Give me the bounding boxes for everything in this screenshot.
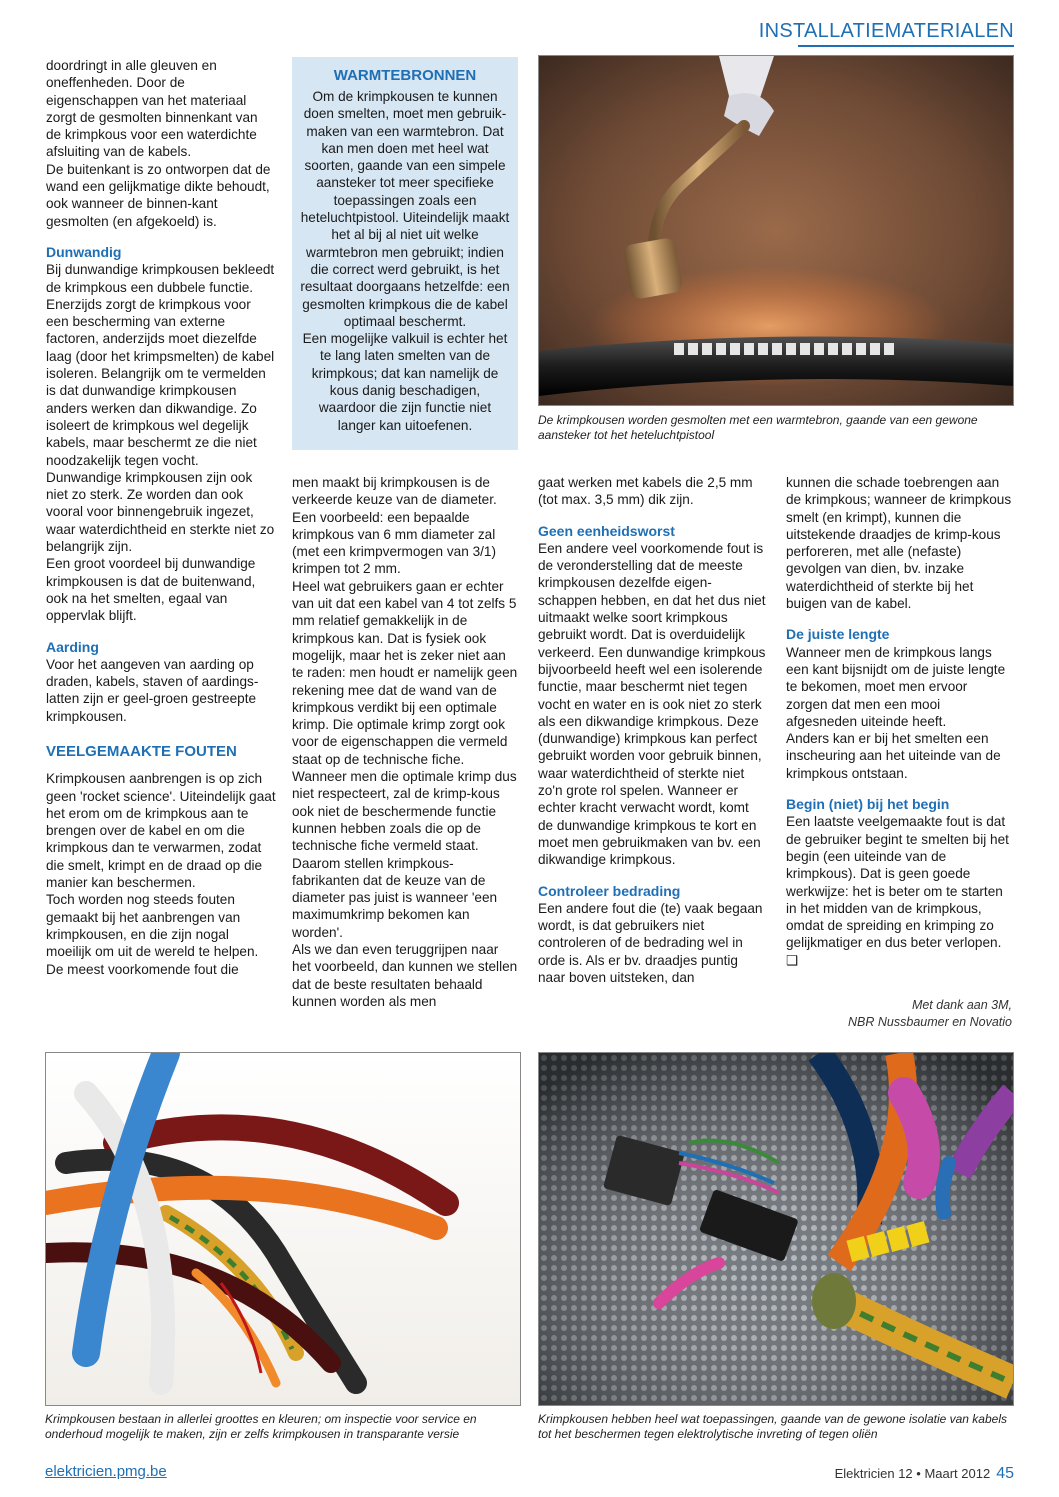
footer-issue-text: Elektricien 12 • Maart 2012 [834,1466,991,1481]
paragraph: Heel wat gebruikers gaan er echter van uit dat een kabel van 4 tot zelfs 5 mm relatief gemakkelijk in de krimpkous kan. Dat is fysiek ook mogelijk, maar het is zeker niet aan te raden: men houdt er namelijk geen rekening mee dat de wand van de krimpkous verdikt bij een optimale krimp. Die optimale krimp zorgt ook voor de eigenschappen die vermeld staat op de technische fiche. [292,578,518,767]
photo-heat-gun [538,55,1014,406]
column-3 [538,474,766,986]
paragraph: Krimpkousen aanbrengen is op zich geen 'rocket science'. Uiteindelijk gaat het erom om de krimpkous aan te brengen over de kabel en om die krimpkous dan te verwarmen, zodat die smelt, krimpt en de draad op die manier kan beschermen. [46,771,276,891]
paragraph: Wanneer men de krimpkous langs een kant bijsnijdt om de juiste lengte te bekomen, moet men ervoor zorgen dat men een mooi afgesneden uiteinde heeft. [786,644,1006,729]
paragraph: Een laatste veelgemaakte fout is dat de gebruiker begint te smelten bij het begin (een uiteinde van de krimpkous). Dat is geen goede werkwijze: het is beter om te starten in het midden van de krimpkous, omdat de spreiding en krimping zo gelijkmatiger en dus beter verlopen. ❑ [786,814,1009,968]
credit-line: Met dank aan 3M, [911,998,1012,1012]
subheading-controleer-bedrading: Controleer bedrading [538,882,681,899]
sidebar-box-warmtebronnen [292,57,518,450]
paragraph: Bij dunwandige krimpkousen bekleedt de krimpkous een dubbele functie. Enerzijds zorgt de krimpkous voor een bescherming van externe factoren, anderzijds moet diezelfde laag (door het krimpsmelten) de kabel isoleren. Belangrijk om te vermelden is dat dunwandige krimpkousen anders werken dan dikwandige. Zo isoleert de krimpkous wel degelijk kabels, maar beschermt ze die niet noodzakelijk tegen vocht. Dunwandige krimpkousen zijn ook niet zo sterk. Ze worden dan ook vooral voor binnengebruik ingezet, waar waterdichtheid en sterkte niet zo belangrijk zijn. [46,262,275,555]
subheading-de-juiste-lengte: De juiste lengte [786,626,890,643]
subheading-begin-bij-het-begin: Begin (niet) bij het begin [786,796,950,813]
column-1 [46,57,276,978]
footer-website[interactable]: elektricien.pmg.be [45,1463,167,1480]
subheading-geen-eenheidsworst: Geen eenheidsworst [538,522,675,539]
paragraph: Wanneer men die optimale krimp dus niet respecteert, zal de krimp-kous ook niet de beschermende functie kunnen hebben zoals die op de technische fiche vermeld staat. Daarom stellen krimpkous-fabrikanten dat de keuze van de diameter pas juist is wanneer 'een maximumkrimp bekomen kan worden'. [292,769,517,940]
sidebar-box-title: WARMTEBRONNEN [333,67,477,84]
heading-veelgemaakte-fouten: VEELGEMAAKTE FOUTEN [46,742,237,760]
paragraph: Anders kan er bij het smelten een inscheuring aan het uiteinde van de krimpkous ontstaan. [786,731,1001,781]
caption-bottom-right-photo: Krimpkousen hebben heel wat toepassingen, gaande van de gewone isolatie van kabels tot het beschermen tegen elektrolytische invreting of tegen oliën [538,1412,1007,1441]
paragraph: Toch worden nog steeds fouten gemaakt bij het aanbrengen van krimpkousen, en die zijn nogal moeilijk om uit de wereld te helpen. De meest voorkomende fout die [46,892,259,977]
paragraph: men maakt bij krimpkousen is de verkeerde keuze van de diameter. Een voorbeeld: een bepaalde krimpkous van 6 mm diameter zal (met een krimpvermogen van 3/1) krimpen tot 2 mm. [292,475,497,577]
paragraph: Een andere veel voorkomende fout is de veronderstelling dat de meeste krimpkousen dezelfde eigen-schappen hebben, en dat het dus niet uitmaakt welke soort krimpkous gebruikt wordt. Dat is overduidelijk verkeerd. Een dunwandige krimpkous bijvoorbeeld heeft wel een isolerende functie, maar beschermt niet tegen vocht en water en is ook niet zo sterk als een dikwandige krimpkous. Deze (dunwandige) krimpkous kan perfect gebruikt worden voor gebruik binnen, waar waterdichtheid of sterkte niet zo'n grote rol spelen. Wanneer er echter kracht verwacht wordt, komt de dunwandige krimpkous te kort en moet men gebruikmaken van bv. een dikwandige krimpkous. [538,540,766,868]
credit-line: NBR Nussbaumer en Novatio [848,1015,1012,1029]
page-number: 45 [996,1465,1014,1482]
caption-top-photo: De krimpkousen worden gesmolten met een warmtebron, gaande van een gewone aansteker tot het heteluchtpistool [538,413,978,442]
column-2 [292,474,518,1010]
applications-illustration [539,1053,1013,1405]
paragraph: kunnen die schade toebrengen aan de krimpkous; wanneer de krimpkous smelt (en krimpt), kunnen die uitstekende draadjes de krimp-kous perforeren, met alle (nefaste) gevolgen van dien, bv. inzake waterdichtheid of sterkte bij het buigen van de kabel. [786,475,1012,612]
photo-shrink-tubes [45,1052,521,1406]
paragraph: De buitenkant is zo ontworpen dat de wand een gelijkmatige dikte behoudt, ook wanneer de binnen-kant gesmolten (en afgekoeld) is. [46,161,271,229]
caption-bottom-left-photo: Krimpkousen bestaan in allerlei groottes en kleuren; om inspectie voor service en onderhoud mogelijk te maken, zijn er zelfs krimpkousen in transparante versie [45,1412,477,1441]
column-4 [786,474,1012,969]
paragraph: doordringt in alle gleuven en oneffenheden. Door de eigenschappen van het materiaal zorgt de gesmolten binnenkant van de krimpkous voor een waterdichte afsluiting van de kabels. [46,58,258,160]
subheading-aarding: Aarding [46,638,99,655]
photo-applications [538,1052,1014,1406]
paragraph: Voor het aangeven van aarding op draden, kabels, staven of aardings-latten zijn er geel-groen gestreepte krimpkousen. [46,656,259,724]
sidebar-box-text: Om de krimpkousen te kunnen doen smelten, moet men gebruik-maken van een warmtebron. Dat kan men doen met heel wat soorten, gaande van een simpele aansteker tot meer specifieke toepassingen zoals een heteluchtpistool. Uiteindelijk maakt het al bij al niet uit welke warmtebron men gebruikt; indien die correct werd gebruikt, is het resultaat doorgaans hetzelfde: een gesmolten krimpkous die de kabel optimaal beschermt. [300,89,510,329]
heat-gun-illustration [539,56,1013,405]
credits [786,997,1012,1031]
section-header-rule [798,45,1014,47]
paragraph: Een andere fout die (te) vaak begaan wordt, is dat gebruikers niet controleren of de bedrading wel in orde is. Als er bv. draadjes puntig naar boven uitsteken, dan [538,900,763,986]
footer-issue [835,1465,1014,1483]
subheading-dunwandig: Dunwandig [46,243,122,260]
paragraph: Een groot voordeel bij dunwandige krimpkousen is dat de buitenwand, ook na het smelten, egaal van oppervlak blijft. [46,556,256,624]
paragraph: Als we dan even teruggrijpen naar het voorbeeld, dan kunnen we stellen dat de beste resultaten behaald kunnen worden als men [292,942,518,1009]
shrink-tubes-illustration [46,1053,520,1405]
section-header: INSTALLATIEMATERIALEN [758,20,1014,42]
sidebar-box-text: Een mogelijke valkuil is echter het te lang laten smelten van de krimpkous; dat kan namelijk de kous danig beschadigen, waardoor die zijn functie niet langer kan uitoefenen. [302,331,508,433]
paragraph: gaat werken met kabels die 2,5 mm (tot max. 3,5 mm) dik zijn. [538,475,753,508]
